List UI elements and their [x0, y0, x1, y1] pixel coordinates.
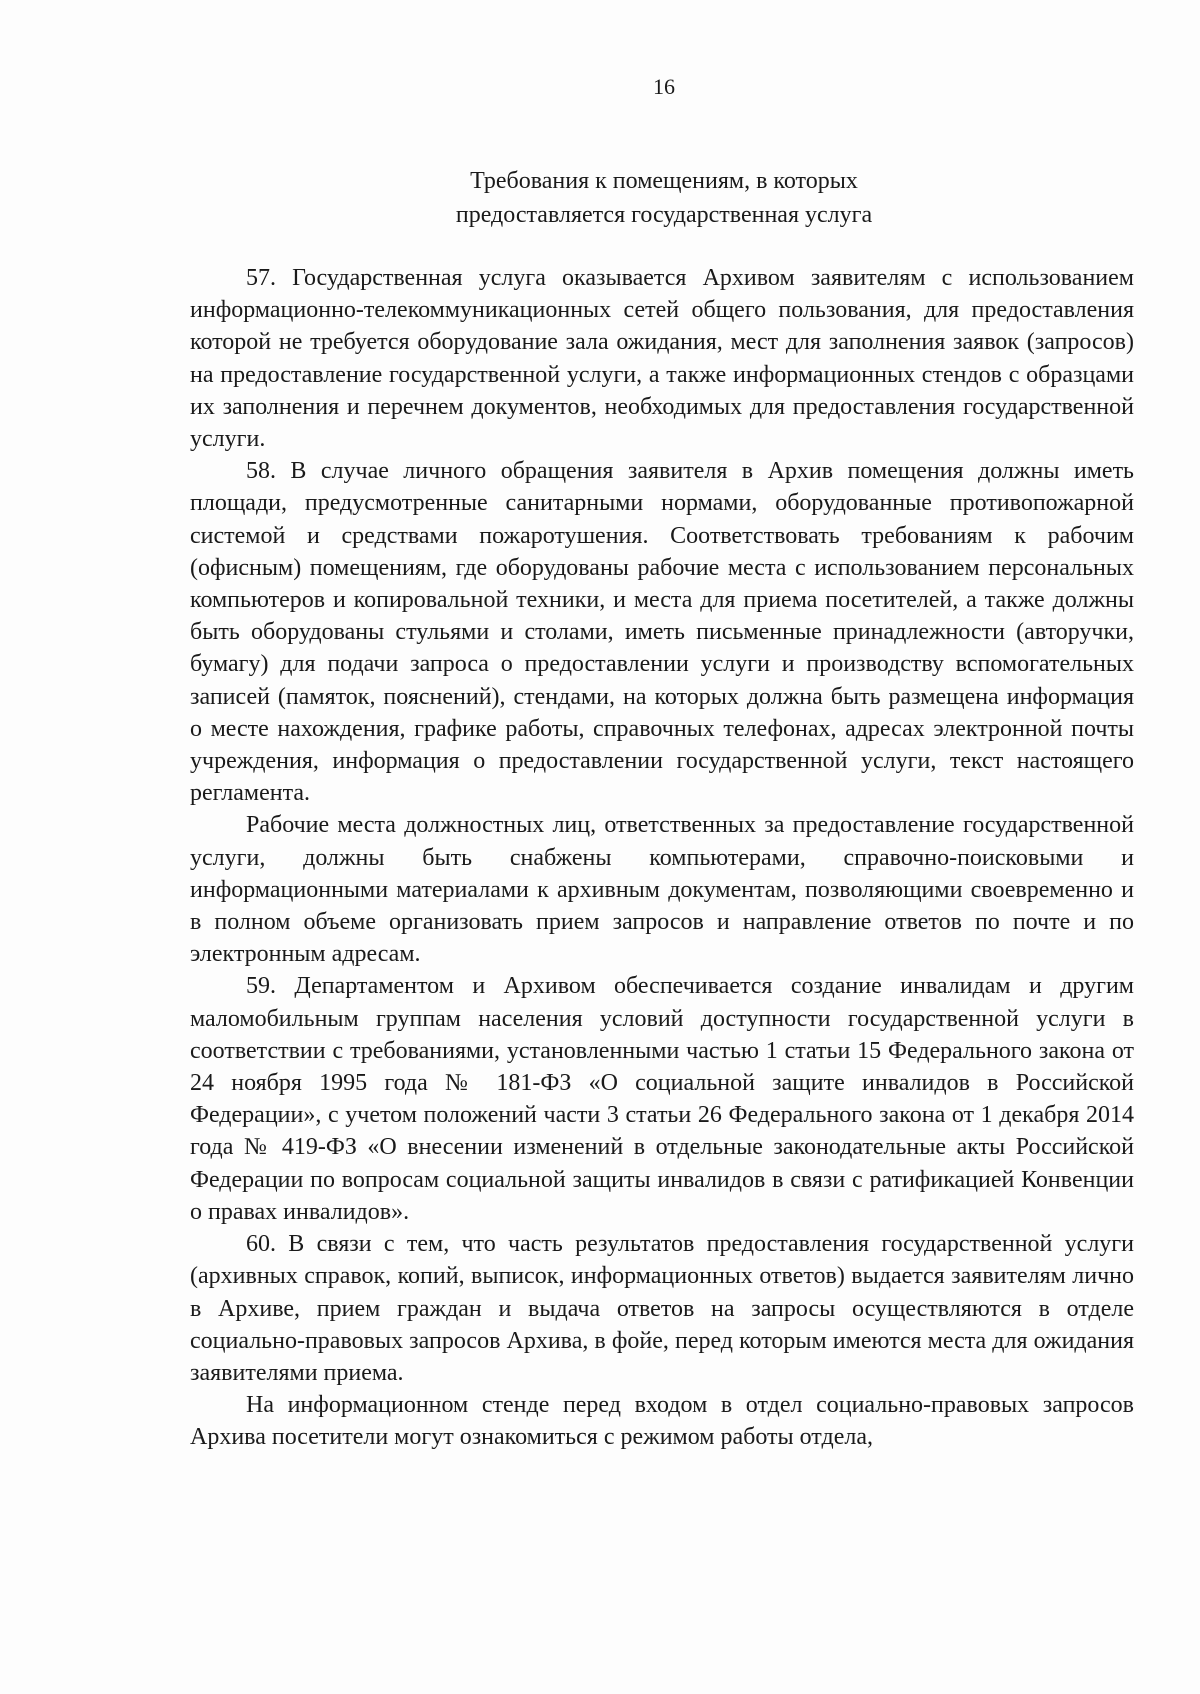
heading-line-1: Требования к помещениям, в которых: [470, 168, 858, 194]
heading-line-2: предоставляется государственная услуга: [455, 202, 873, 228]
paragraph-info-stand: На информационном стенде перед входом в отдел социально-правовых запросов Архива посетители могут ознакомиться с режимом работы отдела,: [190, 1392, 1134, 1451]
paragraph-58: 58. В случае личного обращения заявителя в Архив помещения должны иметь площади, предусмотренные санитарными нормами, оборудованные противопожарной системой и средствами пожаротушения. Соответствовать требованиям к рабочим (офисным) помещениям, где оборудованы рабочие места с использованием персональных компьютеров и копировальной техники, и места для приема посетителей, а также должны быть оборудованы стульями и столами, иметь письменные принадлежности (авторучки, бумагу) для подачи запроса о предоставлении услуги и производству вспомогательных записей (памяток, пояснений), стендами, на которых должна быть размещена информация о месте нахождения, графике работы, справочных телефонах, адресах электронной почты учреждения, информация о предоставлении государственной услуги, текст настоящего регламента.: [190, 458, 1134, 807]
paragraph-workplaces: Рабочие места должностных лиц, ответственных за предоставление государственной услуги, должны быть снабжены компьютерами, справочно-поисковыми и информационными материалами к архивным документам, позволяющими своевременно и в полном объеме организовать прием запросов и направление ответов по почте и по электронным адресам.: [190, 812, 1134, 968]
paragraph-57: 57. Государственная услуга оказывается Архивом заявителям с использованием информационно-телекоммуникационных сетей общего пользования, для предоставления которой не требуется оборудование зала ожидания, мест для заполнения заявок (запросов) на предоставление государственной услуги, а также информационных стендов с образцами их заполнения и перечнем документов, необходимых для предоставления государственной услуги.: [190, 265, 1134, 453]
paragraph-60: 60. В связи с тем, что часть результатов предоставления государственной услуги (архивных справок, копий, выписок, информационных ответов) выдается заявителям лично в Архиве, прием граждан и выдача ответов на запросы осуществляются в отделе социально-правовых запросов Архива, в фойе, перед которым имеются места для ожидания заявителями приема.: [190, 1231, 1134, 1386]
section-heading: [64, 164, 1200, 232]
page-number: 16: [653, 74, 675, 99]
paragraph-59: 59. Департаментом и Архивом обеспечивается создание инвалидам и другим маломобильным группам населения условий доступности государственной услуги в соответствии с требованиями, установленными частью 1 статьи 15 Федерального закона от 24 ноября 1995 года № 181-ФЗ «О социальной защите инвалидов в Российской Федерации», с учетом положений части 3 статьи 26 Федерального закона от 1 декабря 2014 года № 419-ФЗ «О внесении изменений в отдельные законодательные акты Российской Федерации по вопросам социальной защиты инвалидов в связи с ратификацией Конвенции о правах инвалидов».: [190, 973, 1134, 1225]
body-text: [190, 262, 1134, 1454]
